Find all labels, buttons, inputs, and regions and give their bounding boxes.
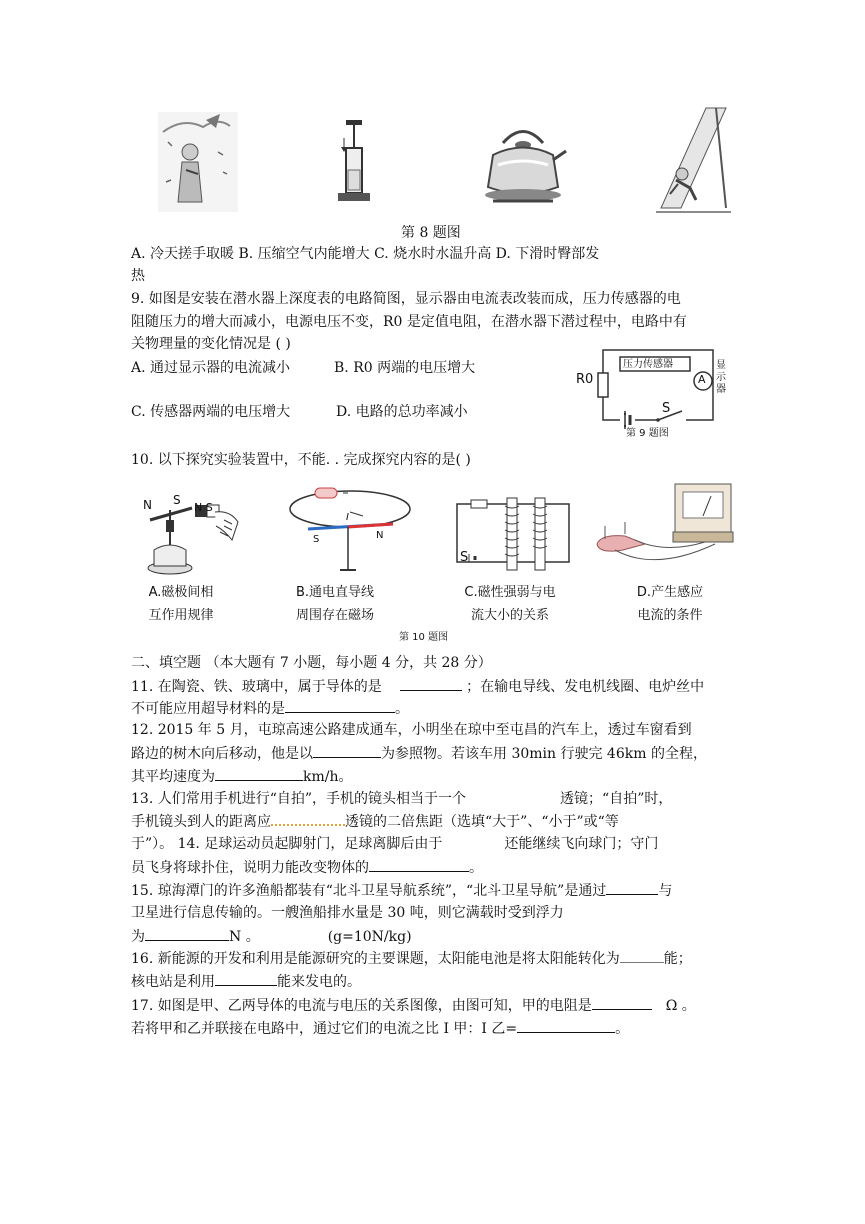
q9-stem-line1: 9. 如图是安装在潜水器上深度表的电路简图，显示器由电流表改装而成，压力传感器的电	[131, 291, 681, 307]
q10-figure-c-electromagnet	[455, 494, 575, 574]
q16-text-d: 能来发电的。	[277, 974, 361, 990]
q13-text-g: 员飞身将球扑住，说明力能改变物体的	[131, 860, 369, 876]
q11-part2: ；在输电导线、发电机线圈、电炉丝中	[466, 679, 705, 695]
q13-text-a: 13. 人们常用手机进行“自拍”，手机的镜头相当于一个	[131, 791, 467, 807]
q10-d-caption-2: 电流的条件	[637, 608, 703, 623]
q17-blank-resistance[interactable]	[592, 995, 652, 1010]
q10-stem: 10. 以下探究实验装置中，不能. . 完成探究内容的是( )	[131, 452, 471, 468]
q14-blank-motion-state[interactable]	[369, 857, 469, 872]
q13-text-f: 还能继续飞向球门；守门	[504, 836, 659, 852]
q13-line3	[131, 834, 658, 854]
q13-line2	[131, 812, 619, 832]
q15-text-d: N 。	[229, 929, 260, 945]
q13-text-b: 透镜；“自拍”时，	[560, 791, 673, 807]
q15-text-e: (g=10N/kg)	[327, 929, 412, 945]
q10-a-s-label: S	[173, 493, 181, 507]
q10-b-s-label: S	[313, 534, 320, 545]
q10-a-caption-1: A.磁极间相	[148, 585, 214, 600]
q10-b-i-label: I	[346, 512, 349, 523]
q13-line4	[131, 857, 483, 878]
q16-blank-nuclear[interactable]	[215, 971, 277, 986]
q12-text-a: 路边的树木向后移动，他是以	[131, 746, 313, 762]
q11-line1	[131, 676, 704, 697]
q9-figure-caption: 第 9 题图	[626, 428, 669, 439]
q9-stem-line2: 阻随压力的增大而减小，电源电压不变，R0 是定值电阻，在潜水器下潜过程中，电路中有	[131, 314, 687, 330]
q10-a-ns-label: N S	[194, 501, 213, 514]
section2-title: 二、填空题 （本大题有 7 小题，每小题 4 分，共 28 分）	[131, 655, 492, 671]
q10-c-caption-1: C.磁性强弱与电	[464, 585, 556, 600]
q12-text-b: 为参照物。若该车用 30min 行驶完 46km 的全程，	[381, 746, 707, 762]
q17-blank-current-ratio[interactable]	[517, 1018, 615, 1033]
q10-b-caption-1: B.通电直导线	[295, 585, 375, 600]
q12-text-c: 其平均速度为	[131, 769, 215, 785]
q13-blank-distance[interactable]	[271, 824, 345, 826]
q9-switch-label: S	[662, 401, 671, 416]
q15-line3	[131, 926, 412, 947]
q16-line2	[131, 971, 361, 992]
q11-part3: 不可能应用超导材料的是	[131, 701, 285, 717]
q9-r0-label: R0	[576, 372, 594, 387]
q16-line1	[131, 948, 692, 969]
q9-display-label: 显示器	[716, 360, 726, 395]
q16-blank-energy-form[interactable]	[620, 948, 664, 963]
q15-text-c: 为	[131, 929, 145, 945]
q12-blank-reference[interactable]	[313, 743, 381, 758]
q8-options-line1: A. 冷天搓手取暖 B. 压缩空气内能增大 C. 烧水时水温升高 D. 下滑时臀部发	[131, 246, 600, 262]
q17-line2	[131, 1018, 629, 1039]
kettle-illustration	[478, 115, 568, 210]
q16-text-c: 核电站是利用	[131, 974, 215, 990]
q10-b-caption-2: 周围存在磁场	[295, 608, 374, 623]
rubbing-hands-illustration	[158, 112, 238, 212]
q12-line2	[131, 743, 707, 764]
q15-blank-medium[interactable]	[606, 880, 658, 895]
q9-stem-line3: 关物理量的变化情况是 ( )	[131, 336, 291, 352]
q13-text-d: 透镜的二倍焦距（选填“大于”、“小于”或“等	[345, 814, 619, 830]
q9-sensor-label: 压力传感器	[623, 359, 673, 370]
q15-line2: 卫星进行信息传输的。一艘渔船排水量是 30 吨，则它满载时受到浮力	[131, 905, 564, 921]
q10-a-n-label: N	[143, 498, 152, 512]
q12-text-d: km/h。	[303, 769, 353, 785]
q15-line1	[131, 880, 672, 901]
q11-line2	[131, 698, 409, 719]
q10-b-n-label: N	[376, 530, 384, 541]
q17-text-a: 17. 如图是甲、乙两导体的电流与电压的关系图像，由图可知，甲的电阻是	[131, 998, 592, 1014]
q8-figure-caption: 第 8 题图	[401, 225, 461, 241]
q12-line3	[131, 766, 353, 787]
q10-figure-d-induction	[595, 484, 735, 576]
q9-ammeter-label: A	[698, 373, 706, 386]
q10-c-caption-2: 流大小的关系	[470, 608, 549, 623]
q9-option-b: B. R0 两端的电压增大	[334, 360, 476, 376]
q8-options-line2: 热	[131, 268, 145, 284]
q17-text-b: Ω 。	[665, 998, 696, 1014]
q12-line1: 12. 2015 年 5 月，屯琼高速公路建成通车，小明坐在琼中至屯昌的汽车上，透过车窗看到	[131, 722, 692, 738]
q10-d-caption-1: D.产生感应	[636, 585, 704, 600]
q16-text-b: 能；	[663, 951, 692, 967]
q11-part1: 11. 在陶瓷、铁、玻璃中，属于导体的是	[131, 679, 382, 695]
q9-option-a: A. 通过显示器的电流减小	[131, 360, 291, 376]
q11-blank-conductor[interactable]	[400, 676, 462, 691]
q15-blank-buoyancy[interactable]	[145, 926, 229, 941]
q10-figure-b-wire	[288, 484, 413, 579]
q13-text-c: 手机镜头到人的距离应	[131, 814, 271, 830]
air-compression-illustration	[334, 120, 374, 205]
q15-text-b: 与	[658, 883, 673, 899]
q9-option-d: D. 电路的总功率减小	[336, 404, 468, 420]
q10-c-switch-label: S	[460, 550, 469, 565]
q12-blank-speed[interactable]	[215, 766, 303, 781]
q13-text-e: 于”）。 14. 足球运动员起脚射门，足球离脚后由于	[131, 836, 443, 852]
q17-text-c: 若将甲和乙并联接在电路中，通过它们的电流之比 I 甲：I 乙=	[131, 1021, 518, 1037]
q11-part4: 。	[395, 701, 409, 717]
q10-figure-caption: 第 10 题图	[399, 632, 449, 643]
q13-text-h: 。	[469, 860, 483, 876]
q17-text-d: 。	[615, 1021, 630, 1037]
q17-line1	[131, 995, 696, 1016]
q13-line1	[131, 789, 672, 809]
slide-illustration	[656, 108, 731, 213]
q11-blank-superconductor[interactable]	[285, 698, 395, 713]
q15-text-a: 15. 琼海潭门的许多渔船都装有“北斗卫星导航系统”，“北斗卫星导航”是通过	[131, 883, 607, 899]
q9-option-c: C. 传感器两端的电压增大	[131, 404, 291, 420]
q10-a-caption-2: 互作用规律	[148, 608, 214, 623]
q16-text-a: 16. 新能源的开发和利用是能源研究的主要课题，太阳能电池是将太阳能转化为	[131, 951, 620, 967]
